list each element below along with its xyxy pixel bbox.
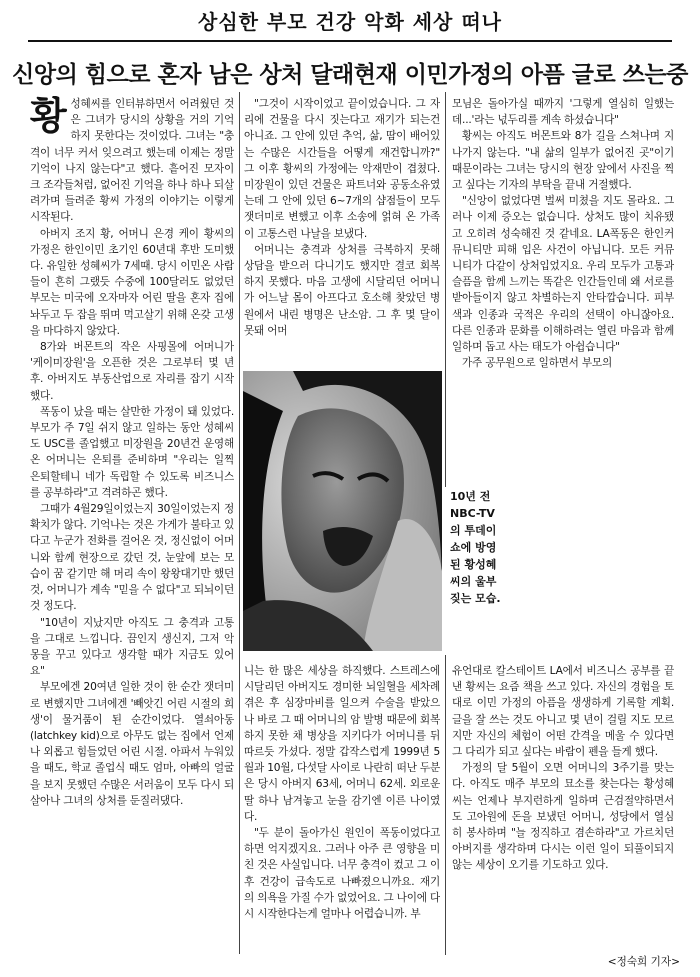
drop-cap: 황 [30,96,67,138]
column-divider [445,655,446,955]
paragraph: 모님은 돌아가실 때까지 '그렇게 열심히 일했는데...'라는 넋두리를 계속 하셨습니다" [452,98,674,127]
quote-paragraph: "두 분이 돌아가신 원인이 폭동이었다고 하면 억지겠지요. 그러나 아주 큰 영향을 미친 것은 사실입니다. 너무 충격이 컸고 그 이후 건강이 급속도로 나빠졌으니까요. 재기의 의욕을 가질 수가 없었어요. 그 나이에 다시 시작한다는게 얼마나 어렵습니까. 부 [244,827,440,921]
paragraph: 폭동이 났을 때는 살만한 가정이 돼 있었다. 부모가 주 7일 쉬지 않고 일하는 동안 성혜씨도 USC를 졸업했고 미장원을 20년건 운영해온 어머니는 은퇴를 준비하며 "우리는 일찍 은퇴할테니 네가 독립할 수 있도록 비즈니스를 공부하라"고 격려하곤 했다. [30,405,234,499]
paragraph: 부모에겐 20여년 일한 것이 한 순간 잿더미로 변했지만 그녀에겐 '빼앗긴 어린 시절의 희생'이 물거품이 된 순간이었다. 열쇠아동(latchkey kid)으로 아무도 없는 집에서 언제나 외롭고 힘들었던 어린 시절. 아파서 누워있을 때도, 학교 졸업식 때도 엄마, 아빠의 얼굴을 보지 못했던 수많은 서러움이 모두 다시 되살아나 그녀의 상처를 둔질러댔다. [30,681,234,807]
headline-main: 신앙의 힘으로 혼자 남은 상처 달래현재 이민가정의 아픔 글로 쓰는중 [12,62,688,88]
quote-paragraph: "그것이 시작이었고 끝이었습니다. 그 자리에 건물을 다시 짓는다고 재기가 되는건 아니죠. 그 안에 있던 추억, 삶, 땀이 배어있는 수많은 시간들을 어떻게 재건합니까?" 그 이후 황씨의 가정에는 악재만이 겹쳤다. 미장원이 있던 건물은 파트너와 공동소유였는데 그 안에 있던 6~7개의 샵점들이 모두 잿더미로 변했고 이후 소송에 얽혀 온 가족이 고통스런 나날을 보냈다. [244,98,440,240]
paragraph: 아버지 조지 황, 어머니 은경 케이 황씨의 가정은 한인이민 초기인 60년대 후반 도미했다. 유일한 성혜씨가 7세때. 당시 이민온 사람들이 흔히 그랬듯 수중에 100달러도 없었던 부모는 미국에 오자마자 어린 딸을 혼자 집에 놔두고 두 잡을 뛰며 먹고살기 위해 온갖 고생을 마다하지 않았다. [30,227,234,337]
paragraph: 황성혜씨를 인터뷰하면서 어려웠던 것은 그녀가 당시의 상황을 거의 기억하지 못한다는 것이었다. 그녀는 "충격이 너무 커서 잊으려고 했는데 이제는 정말 기억이 나지 않는다"고 했다. 흩어진 모자이크 조각들처럼, 없어진 기억을 하나 하나 되살려가며 들려준 황씨 가정의 이야기는 이렇게 시작된다. [30,96,234,224]
headline-top: 상심한 부모 건강 악화 세상 떠나 [198,10,502,34]
article-column-2-bottom [244,663,440,956]
crying-woman-photo [243,371,442,651]
paragraph: 가주 공무원으로 일하면서 부모의 [462,357,612,370]
article-column-3-bottom [452,663,674,953]
paragraph: 가정의 달 5월이 오면 어머니의 3주기를 맞는다. 아직도 매주 부모의 묘소를 찾는다는 황성혜씨는 언제나 부지런하게 일하며 근검절약하면서도 고아원에 돈을 보냈던 어머니, 성당에서 열심히 봉사하며 "늘 정직하고 겸손하라"고 가르치던 아버지를 생각하며 다시는 이런 일이 되풀이되지 않는 세상이 오기를 기도하고 있다. [452,762,674,872]
paragraph: 그때가 4월29일이었는지 30일이었는지 정확치가 않다. 기억나는 것은 가게가 불타고 있다고 누군가 전화를 걸어온 것, 정신없이 어머니와 함께 현장으로 갔던 것, 눈앞에 보는 모습이 꿈 같기만 해 머리 속이 왕왕대기만 했던 것, 어머니가 계속 "믿을 수 없다"고 되뇌이던 것 정도다. [30,503,234,613]
article-column-1 [30,96,234,956]
paragraph: 황씨는 아직도 버몬트와 8가 길을 스쳐나며 지나가지 않는다. "내 삶의 일부가 없어진 곳"이기 때문이라는 그녀는 당시의 현장 앞에서 사진을 찍고 싶다는 기자의 부탁을 끝내 거절했다. [452,130,674,192]
headline-divider [28,40,672,42]
paragraph: 니는 한 많은 세상을 하직했다. 스트레스에 시달리던 아버지도 경미한 뇌일혈을 세차례 겪은 후 심장마비를 일으켜 수술을 받았으나 바로 그 때 어머니의 암 발병 때문에 회복하지 못한 채 병상을 지키다가 어머니를 뒤따르듯 가셨다. 정말 갑작스럽게 1999년 5월과 10월, 다섯달 사이로 나란히 떠난 두분은 당시 아버지 63세, 어머니 62세. 외로운 딸 하나 남겨놓고 눈을 감기엔 이른 나이였다. [244,665,440,823]
article-column-2-top [244,96,440,368]
quote-paragraph: "신앙이 없었다면 벌써 미쳤을 지도 몰라요. 그러나 이제 증오는 없습니다. 상처도 많이 치유됐고 오히려 성숙해진 것 같네요. LA폭동은 한인커뮤니티만 피해 입은 사건이 아닙니다. 모든 커뮤니티가 다같이 상처입었지요. 우리 모두가 고통과 슬픔을 함께 느끼는 똑같은 인간들인데 왜 서로를 받아들이지 않고 차별하는지 안타깝습니다. 피부색과 인종과 국적은 우리의 선택이 아니잖아요. 다른 인종과 문화를 이해하려는 열린 마음과 함께 일하며 돕고 사는 태도가 아쉽습니다" [452,195,674,354]
byline: <정숙희 기자> [607,956,680,968]
paragraph: 어머니는 충격과 상처를 극복하지 못해 상담을 받으러 다니기도 했지만 결코 회복하지 못했다. 마음 고생에 시달리던 어머니가 어느날 몸이 아프다고 호소해 찾았던 병원에서 내린 병명은 난소암. 그 후 몇 달이 못돼 어머 [244,243,440,337]
quote-paragraph: "10년이 지났지만 아직도 그 충격과 고통을 그대로 느낍니다. 끔인지 생신지, 그저 악몽을 꾸고 있다고 생각할 때가 지금도 있어요" [30,616,234,678]
paragraph: 8가와 버몬트의 작은 사핑몰에 어머니가 '케이미장원'을 오픈한 것은 그로부터 몇 년 후. 아버지도 부동산업으로 자리를 잡기 시작했다. [30,341,234,402]
paragraph: 유언대로 칼스테이트 LA에서 비즈니스 공부를 끝낸 황씨는 요즘 책을 쓰고 있다. 자신의 경험을 토대로 이민 가정의 아픔을 생생하게 기록할 계획. 글을 잘 쓰는 것도 아니고 몇 년이 걸릴 지도 모르지만 자신의 체험이 어떤 간격을 메울 수 있다면 그 다리가 되고 싶다는 바람이 펜을 들게 했다. [452,665,674,759]
column-divider [239,92,240,954]
column-divider [445,92,446,487]
article-column-3-top [452,96,674,466]
photo-caption: 10년 전 NBC-TV의 투데이쇼에 방영된 황성혜씨의 울부짖는 모습. [450,490,501,605]
